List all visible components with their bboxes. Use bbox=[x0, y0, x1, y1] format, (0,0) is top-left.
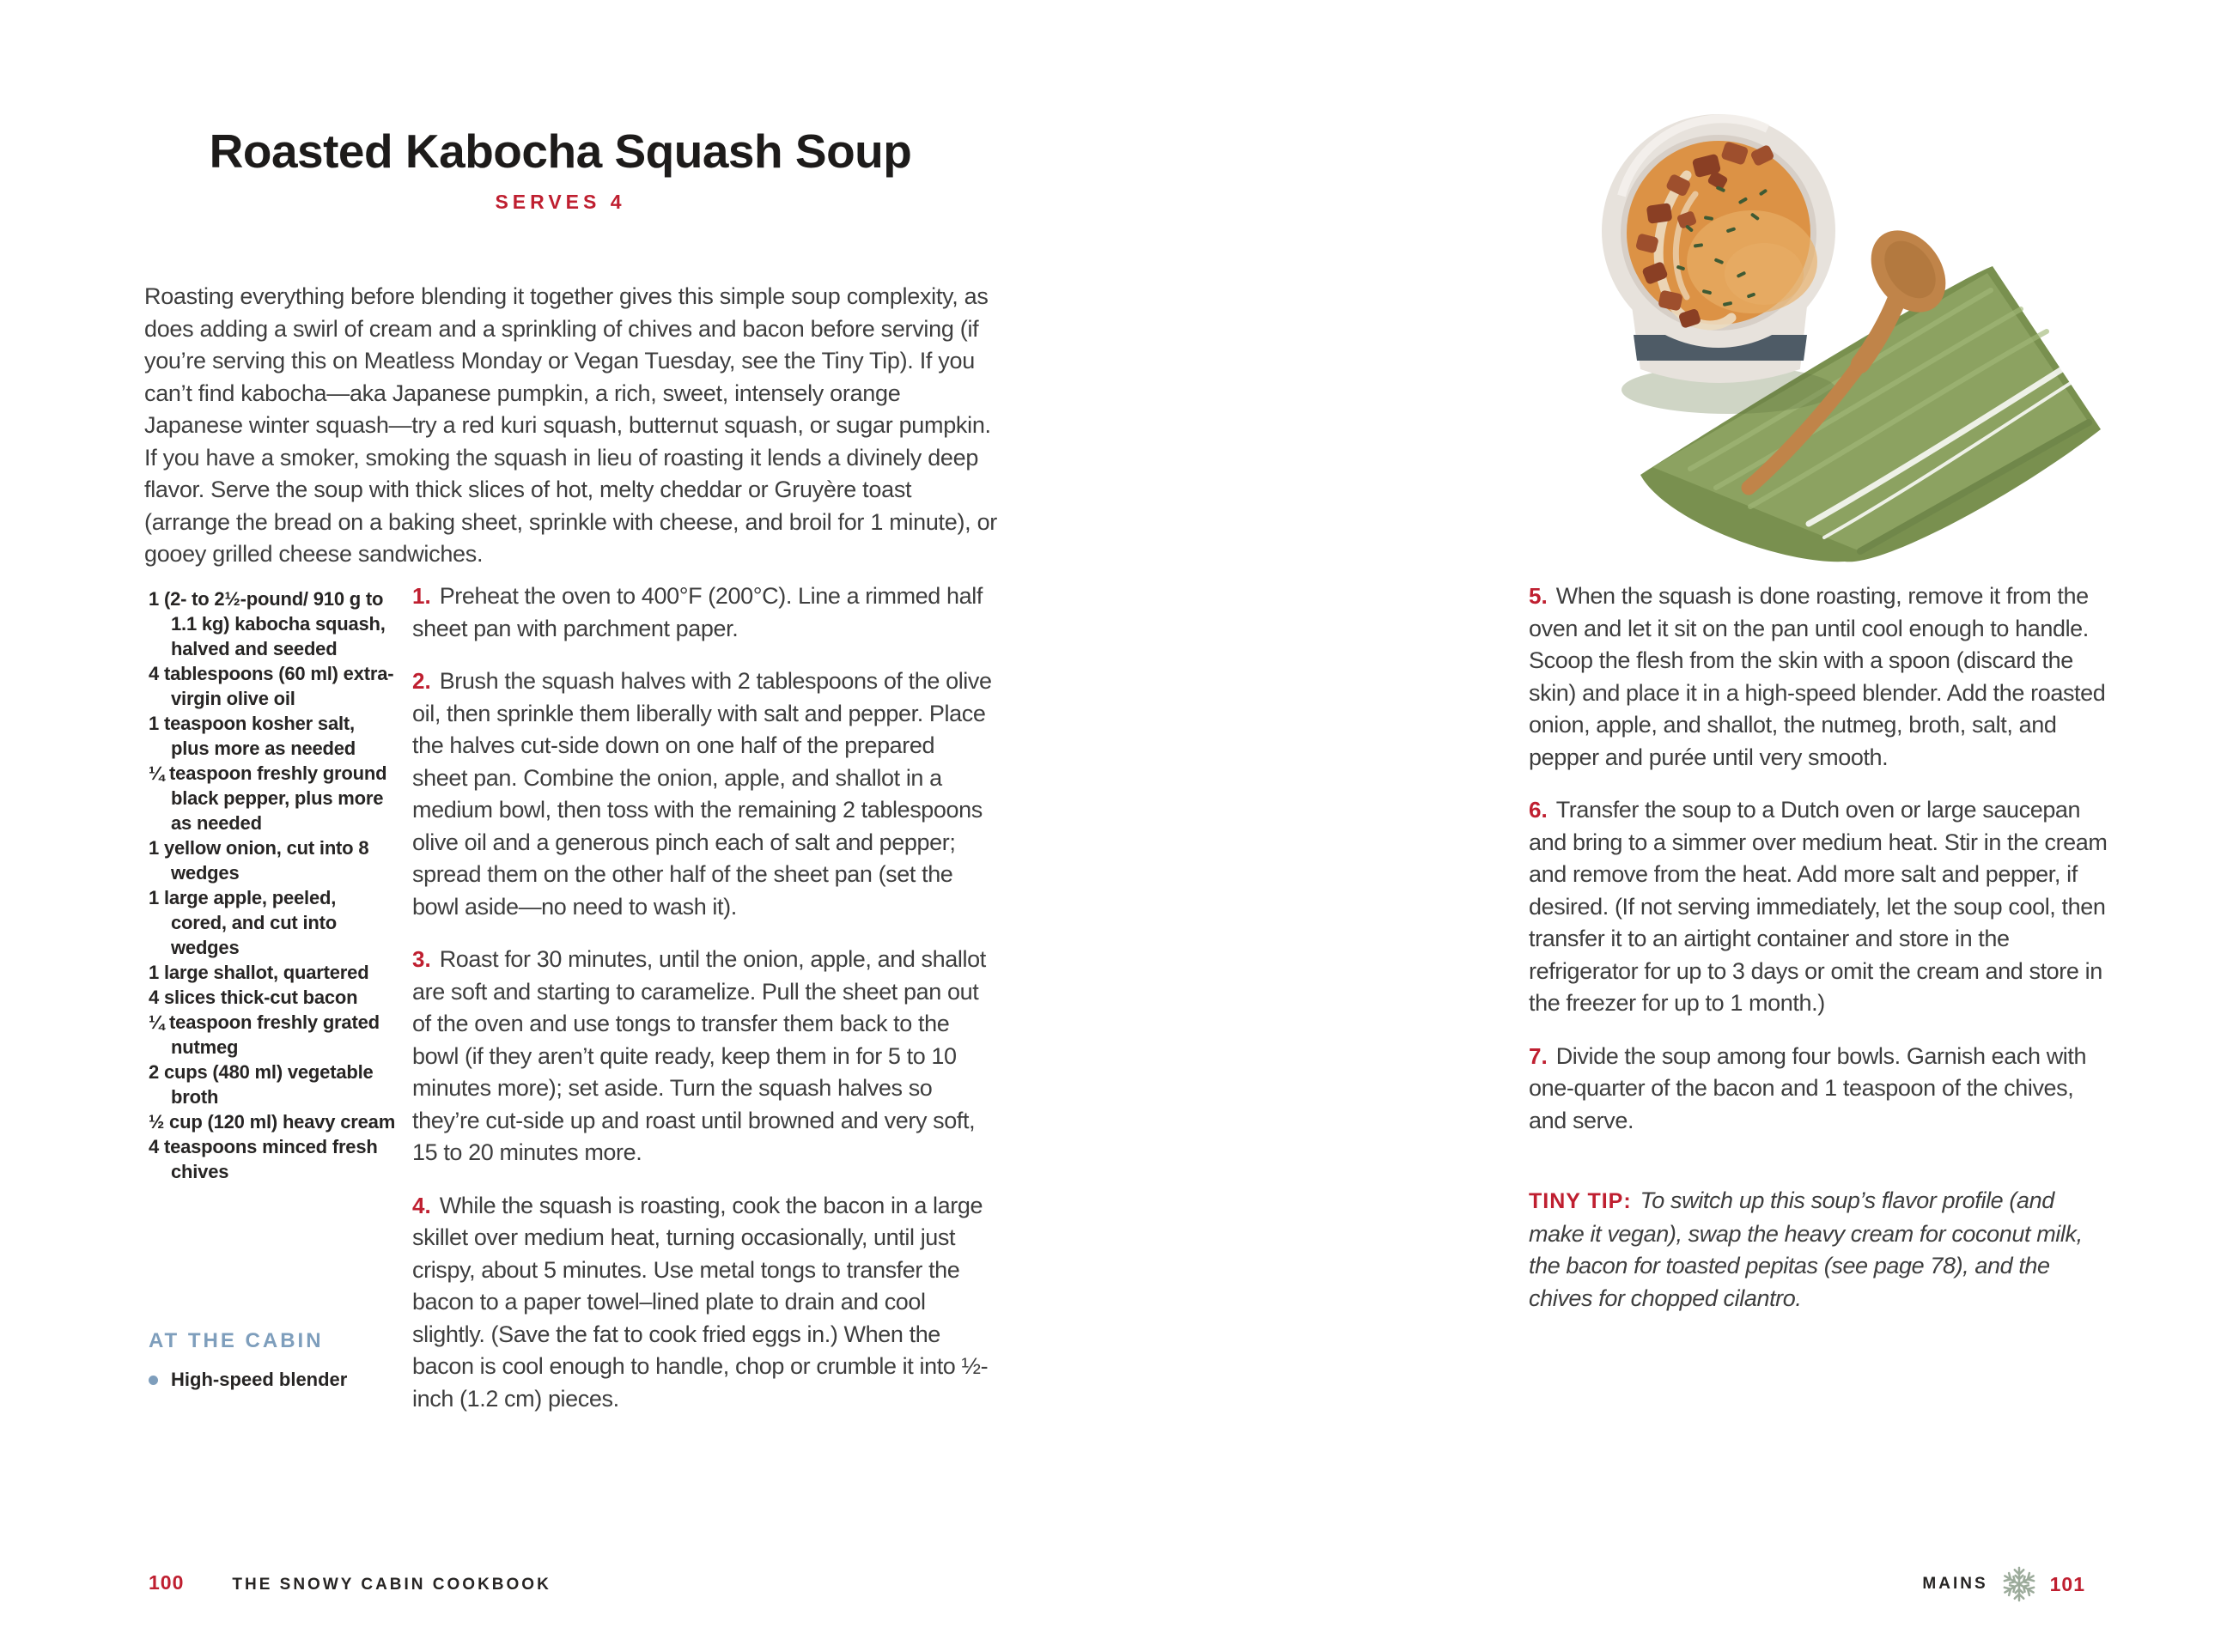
step-text: Brush the squash halves with 2 tablespoons of the olive oil, then sprinkle them liberally with salt and pepper. Place the halves cut-side down on one half of the prepared sheet pan. Combine the onion, apple, and shallot in a medium bowl, then toss with the remaining 2 tablespoons olive oil and a generous pinch each of salt and pepper; spread them on the other half of the sheet pan (set the bowl aside—no need to wash it). bbox=[412, 668, 992, 920]
step-number: 1. bbox=[412, 583, 431, 609]
step-text: Preheat the oven to 400°F (200°C). Line a rimmed half sheet pan with parchment paper. bbox=[412, 583, 983, 641]
ingredient-item: 1 (2- to 2½-pound/ 910 g to 1.1 kg) kabocha squash, halved and seeded bbox=[149, 588, 386, 659]
ingredient-item: ¼ teaspoon freshly ground black pepper, plus more as needed bbox=[149, 762, 387, 834]
step-number: 3. bbox=[412, 946, 431, 972]
step-item bbox=[412, 1190, 995, 1416]
step-number: 6. bbox=[1529, 797, 1548, 823]
ingredient-item: 1 yellow onion, cut into 8 wedges bbox=[149, 837, 369, 884]
step-item bbox=[412, 944, 995, 1169]
ingredient-item: ¼ teaspoon freshly grated nutmeg bbox=[149, 1011, 380, 1058]
step-text: Divide the soup among four bowls. Garnish each with one-quarter of the bacon and 1 teaspoon of the chives, and serve. bbox=[1529, 1042, 2087, 1133]
footer-right bbox=[1922, 1564, 2085, 1604]
equipment-section bbox=[149, 1329, 406, 1391]
step-text: Roast for 30 minutes, until the onion, apple, and shallot are soft and starting to caramelize. Pull the sheet pan out of the oven and use tongs to transfer them back to the bowl (if they aren’t quite ready, keep them in for 5 to 10 minutes more); set aside. Turn the squash halves so they’re cut-side up and roast until browned and very soft, 15 to 20 minutes more. bbox=[412, 946, 986, 1165]
step-item bbox=[1529, 794, 2114, 1020]
tiny-tip-text: To switch up this soup’s flavor profile (and make it vegan), swap the heavy cream for coconut milk, the bacon for toasted pepitas (see page 78), and the chives for chopped cilantro. bbox=[1529, 1187, 2083, 1311]
section-label: MAINS bbox=[1922, 1575, 1988, 1593]
bowl-illustration bbox=[1602, 114, 1835, 383]
step-text: While the squash is roasting, cook the bacon in a large skillet over medium heat, turning occasionally, until just crispy, about 5 minutes. Use metal tongs to transfer the bacon to a paper towel–lined plate to drain and cool slightly. (Save the fat to cook fried eggs in.) When the bacon is cool enough to handle, chop or crumble it into ½-inch (1.2 cm) pieces. bbox=[412, 1192, 989, 1412]
page-number-right: 101 bbox=[2049, 1572, 2085, 1595]
intro-paragraph: Roasting everything before blending it together gives this simple soup complexity, as does adding a swirl of cream and a sprinkling of chives and bacon before serving (if you’re serving this on Meatless Monday or Vegan Tuesday, see the Tiny Tip). If you can’t find kabocha—aka Japanese pumpkin, a rich, sweet, intensely orange Japanese winter squash—try a red kuri squash, butternut squash, or sugar pumpkin. If you have a smoker, smoking the squash in lieu of roasting it lends a divinely deep flavor. Serve the soup with thick slices of hot, melty cheddar or Gruyère toast (arrange the bread on a baking sheet, sprinkle with cheese, and broil for 1 minute), or gooey grilled cheese sandwiches. bbox=[144, 283, 997, 567]
snowflake-icon bbox=[1999, 1564, 2039, 1604]
ingredient-item: 4 slices thick-cut bacon bbox=[149, 987, 358, 1008]
page-number-left: 100 bbox=[149, 1571, 185, 1594]
ingredient-item: 2 cups (480 ml) vegetable broth bbox=[149, 1061, 374, 1108]
book-title: THE SNOWY CABIN COOKBOOK bbox=[232, 1576, 551, 1594]
step-item bbox=[1529, 580, 2114, 774]
footer-left bbox=[149, 1571, 551, 1594]
ingredient-item: 1 large apple, peeled, cored, and cut into wedges bbox=[149, 887, 337, 958]
step-item bbox=[1529, 1041, 2114, 1138]
serves-badge: SERVES 4 bbox=[495, 191, 626, 213]
ingredient-item: 1 large shallot, quartered bbox=[149, 962, 369, 983]
step-number: 2. bbox=[412, 668, 431, 694]
step-number: 5. bbox=[1529, 583, 1548, 609]
page-title: Roasted Kabocha Squash Soup bbox=[209, 125, 912, 178]
tiny-tip bbox=[1529, 1185, 2114, 1315]
steps-column-left bbox=[412, 580, 995, 1436]
ingredient-item: 4 teaspoons minced fresh chives bbox=[149, 1136, 378, 1182]
ingredients-list bbox=[149, 586, 396, 1184]
equipment-heading: AT THE CABIN bbox=[149, 1329, 324, 1352]
equipment-item: High-speed blender bbox=[149, 1369, 406, 1391]
ingredient-item: ½ cup (120 ml) heavy cream bbox=[149, 1111, 396, 1133]
soup-bowl-illustration bbox=[1587, 84, 2120, 565]
step-number: 7. bbox=[1529, 1042, 1548, 1069]
steps-column-right bbox=[1529, 580, 2114, 1335]
step-number: 4. bbox=[412, 1192, 431, 1218]
tiny-tip-label: TINY TIP: bbox=[1529, 1189, 1632, 1213]
ingredient-item: 4 tablespoons (60 ml) extra-virgin olive oil bbox=[149, 663, 394, 709]
step-text: Transfer the soup to a Dutch oven or large saucepan and bring to a simmer over medium heat. Stir in the cream and remove from the heat. Add more salt and pepper, if desired. (If not serving immediately, let the soup cool, then transfer it to an airtight container and store in the refrigerator for up to 3 days or omit the cream and store in the freezer for up to 1 month.) bbox=[1529, 797, 2108, 1016]
step-text: When the squash is done roasting, remove it from the oven and let it sit on the pan until cool enough to handle. Scoop the flesh from the skin with a spoon (discard the skin) and place it in a high-speed blender. Add the roasted onion, apple, and shallot, the nutmeg, broth, salt, and pepper and purée until very smooth. bbox=[1529, 583, 2106, 770]
step-item bbox=[412, 580, 995, 645]
ingredient-item: 1 teaspoon kosher salt, plus more as needed bbox=[149, 713, 356, 759]
title-block bbox=[137, 125, 983, 214]
step-item bbox=[412, 665, 995, 923]
